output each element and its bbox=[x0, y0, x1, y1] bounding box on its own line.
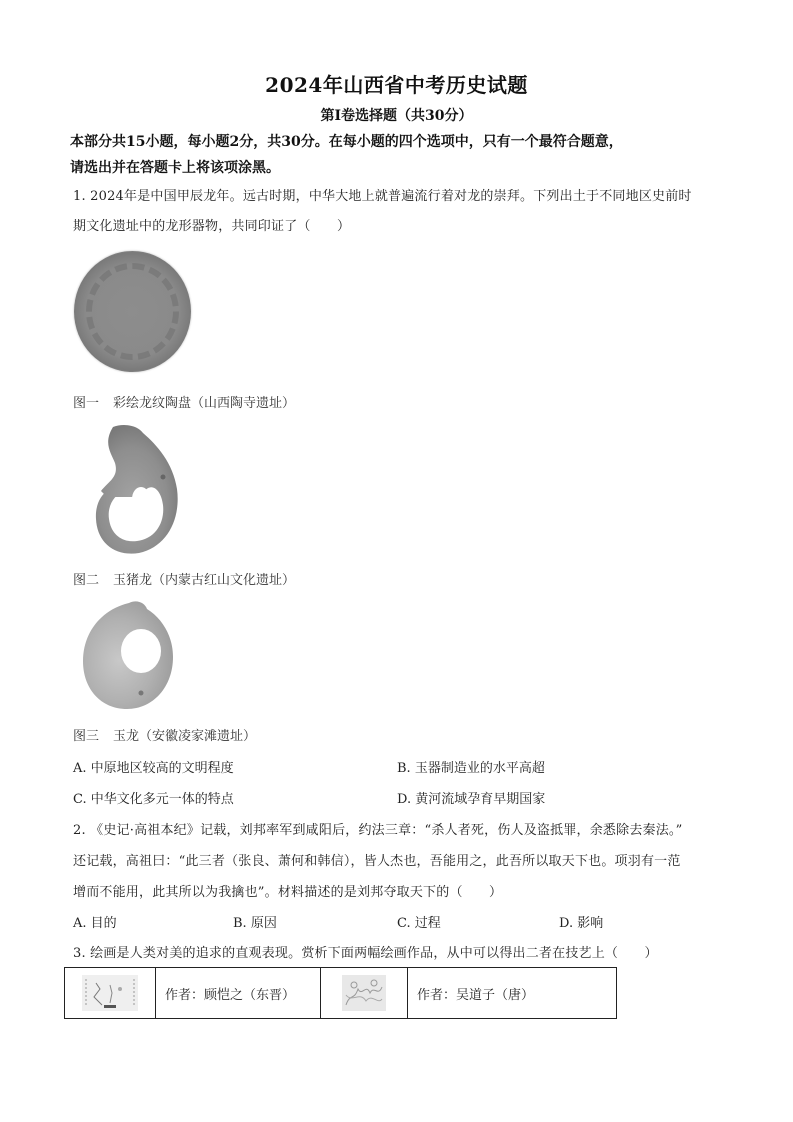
painting-1-cell bbox=[65, 968, 156, 1019]
table-row bbox=[65, 968, 617, 1019]
option-text: 原因 bbox=[250, 916, 277, 931]
question-2-line-2: 还记载，高祖曰：“此三者（张良、萧何和韩信），皆人杰也，吾能用之，此吾所以取天下也。项羽有一范 bbox=[73, 854, 681, 869]
figure-1-caption bbox=[73, 392, 295, 411]
figure-2-text: 玉猪龙（内蒙古红山文化遗址） bbox=[113, 573, 296, 588]
option-key: B. bbox=[233, 916, 247, 931]
painting-2-cell bbox=[321, 968, 408, 1019]
page-title: 2024年山西省中考历史试题 bbox=[265, 73, 528, 97]
jade-dragon-image bbox=[79, 597, 177, 711]
figure-3-text: 玉龙（安徽凌家滩遗址） bbox=[113, 729, 257, 744]
option-text: 影响 bbox=[577, 916, 604, 931]
option-key: A. bbox=[73, 916, 87, 931]
option-text: 玉器制造业的水平高超 bbox=[414, 761, 545, 776]
option-key: A. bbox=[73, 761, 87, 776]
figure-3-caption bbox=[73, 725, 256, 744]
option-key: D. bbox=[559, 916, 574, 931]
question-3-line-1: 3. 绘画是人类对美的追求的直观表现。赏析下面两幅绘画作品，从中可以得出二者在技艺上（ ） bbox=[73, 946, 658, 961]
option-key: B. bbox=[397, 761, 411, 776]
question-1-line-2: 期文化遗址中的龙形器物，共同印证了（ ） bbox=[73, 219, 351, 234]
q1-option-d bbox=[397, 788, 545, 807]
option-text: 中原地区较高的文明程度 bbox=[90, 761, 234, 776]
option-key: C. bbox=[397, 916, 411, 931]
q2-option-d bbox=[559, 912, 603, 931]
figure-2-label: 图二 bbox=[73, 573, 100, 588]
painting-gu-kaizhi-thumbnail bbox=[82, 975, 138, 1011]
figure-2-caption bbox=[73, 569, 295, 588]
option-text: 过程 bbox=[414, 916, 441, 931]
painting-2-author: 作者：吴道子（唐） bbox=[408, 968, 617, 1019]
option-key: D. bbox=[397, 792, 412, 807]
plate-dragon-pattern bbox=[86, 263, 179, 360]
instructions-line-2: 请选出并在答题卡上将该项涂黑。 bbox=[70, 160, 280, 176]
q2-option-b bbox=[233, 912, 277, 931]
q1-option-c bbox=[73, 788, 234, 807]
painting-1-author: 作者：顾恺之（东晋） bbox=[156, 968, 321, 1019]
q1-option-a bbox=[73, 757, 234, 776]
painting-wu-daozi-thumbnail bbox=[342, 975, 386, 1011]
figure-3-label: 图三 bbox=[73, 729, 100, 744]
option-key: C. bbox=[73, 792, 87, 807]
question-1-line-1: 1. 2024年是中国甲辰龙年。远古时期，中华大地上就普遍流行着对龙的崇拜。下列出土于不同地区史前时 bbox=[73, 189, 692, 204]
question-2-line-3: 增而不能用，此其所以为我擒也”。材料描述的是刘邦夺取天下的（ ） bbox=[73, 885, 503, 900]
section-subtitle: 第I卷选择题（共30分） bbox=[320, 108, 473, 124]
option-text: 黄河流域孕育早期国家 bbox=[415, 792, 546, 807]
paintings-table bbox=[64, 967, 617, 1019]
option-text: 中华文化多元一体的特点 bbox=[90, 792, 234, 807]
jade-pig-dragon-image bbox=[93, 423, 179, 555]
instructions-line-1: 本部分共15小题，每小题2分，共30分。在每小题的四个选项中，只有一个最符合题意， bbox=[70, 134, 623, 150]
q1-option-b bbox=[397, 757, 545, 776]
figure-1-text: 彩绘龙纹陶盘（山西陶寺遗址） bbox=[113, 396, 296, 411]
figure-1-label: 图一 bbox=[73, 396, 100, 411]
pottery-plate-image bbox=[74, 251, 191, 372]
q2-option-c bbox=[397, 912, 441, 931]
option-text: 目的 bbox=[90, 916, 117, 931]
question-2-line-1: 2. 《史记·高祖本纪》记载，刘邦率军到咸阳后，约法三章：“杀人者死，伤人及盗抵罪，余悉除去秦法。” bbox=[73, 823, 683, 838]
q2-option-a bbox=[73, 912, 117, 931]
